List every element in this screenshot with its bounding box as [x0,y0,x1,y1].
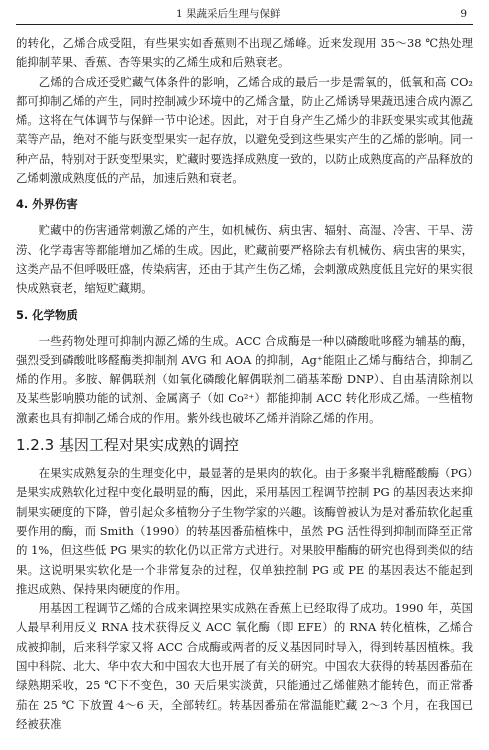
page-body [16,34,473,734]
page-header [16,4,473,25]
paragraph-external-injury: 贮藏中的伤害通常刺激乙烯的产生，如机械伤、病虫害、辐射、高湿、冷害、干旱、涝涝、化学毒害等都能增加乙烯的生成。因此，贮藏前要严格除去有机械伤、病虫害的果实，这类产品不但呼吸旺盛，传染病害，还由于其产生伤乙烯，会刺激成熟度低且完好的果实很快成熟衰老，缩短贮藏期。 [16,223,473,296]
page-number: 9 [460,8,467,20]
paragraph-storage-gas: 乙烯的合成还受贮藏气体条件的影响，乙烯合成的最后一步是需氧的，低氧和高 CO₂ 都可抑制乙烯的产生，同时控制减少环境中的乙烯含量，防止乙烯诱导果蔬迅速合成内源乙烯。这将在气体调节与保鲜一节中论述。因此，对于自身产生乙烯少的非跃变果实或其他蔬菜等产品，绝对不能与跃变型果实一起存放，以避免受到这些果实产生的乙烯的影响。同一种产品，特别对于跃变型果实，贮藏时要选择成熟度一致的，以防止成熟度高的产品释放的乙烯刺激成熟度低的产品，加速后熟和衰老。 [16,74,473,186]
paragraph-transgenic: 用基因工程调节乙烯的合成来调控果实成熟在香蕉上已经取得了成功。1990 年，英国人最早利用反义 RNA 技术获得反义 ACC 氧化酶（即 EFE）的 RNA 转化植株，乙烯合成被抑制，后来科学家又将 ACC 合成酶或两者的反义基因同时导入，得到转基因植株。我国中科院、北大、华中农大和中国农大也开展了有关的研究。中国农大获得的转基因番茄在绿熟期采收，25 ℃下不变色，30 天后果实淡黄，只能通过乙烯催熟才能转色，而正常番茄在 25 ℃ 下放置 4～6 天，全部转红。转基因番茄在常温能贮藏 2～3 个月，在我国已经被获准 [16,601,473,731]
running-title: 1 果蔬采后生理与保鲜 [176,8,281,20]
subheading-chemicals: 5. 化学物质 [16,307,78,322]
paragraph-softening: 在果实成熟复杂的生理变化中，最显著的是果肉的软化。由于多聚半乳糖醛酸酶（PG）是果实成熟软化过程中变化最明显的酶，因此，采用基因工程调节控制 PG 的基因表达来抑制果实硬度的下降，曾引起众多植物分子生物学家的兴趣。该酶曾被认为是对番茄软化起重要作用的酶，而 Smith（1990）的转基因番茄植株中，虽然 PG 活性得到抑制而降至正常的 1%，但这些低 PG 果实的软化仍以正常方式进行。对果胶甲酯酶的研究也得到类似的结果。这说明果实软化是一个非常复杂的过程，仅单独控制 PG 或 PE 的基因表达不能起到推迟成熟、保持果肉硬度的作用。 [16,466,473,596]
paragraph-chemicals: 一些药物处理可抑制内源乙烯的生成。ACC 合成酶是一种以磷酸吡哆醛为辅基的酶，强烈受到磷酸吡哆醛酶类抑制剂 AVG 和 AOA 的抑制，Ag⁺能阻止乙烯与酶结合，抑制乙烯的作用。多胺、解偶联剂（如氧化磷酸化解偶联剂二硝基苯酚 DNP）、自由基清除剂以及某些影响膜功能的试剂、金属离子（如 Co²⁺）都能抑制 ACC 转化形成乙烯。一些植物激素也具有抑制乙烯合成的作用。紫外线也破坏乙烯并消除乙烯的作用。 [16,333,473,425]
subheading-external-injury: 4. 外界伤害 [16,197,78,212]
paragraph-continuation: 的转化，乙烯合成受阻，有些果实如香蕉则不出现乙烯峰。近来发现用 35～38 ℃热处理能抑制苹果、香蕉、杏等果实的乙烯生成和后熟衰老。 [16,36,473,70]
section-heading: 1.2.3 基因工程对果实成熟的调控 [16,436,239,455]
